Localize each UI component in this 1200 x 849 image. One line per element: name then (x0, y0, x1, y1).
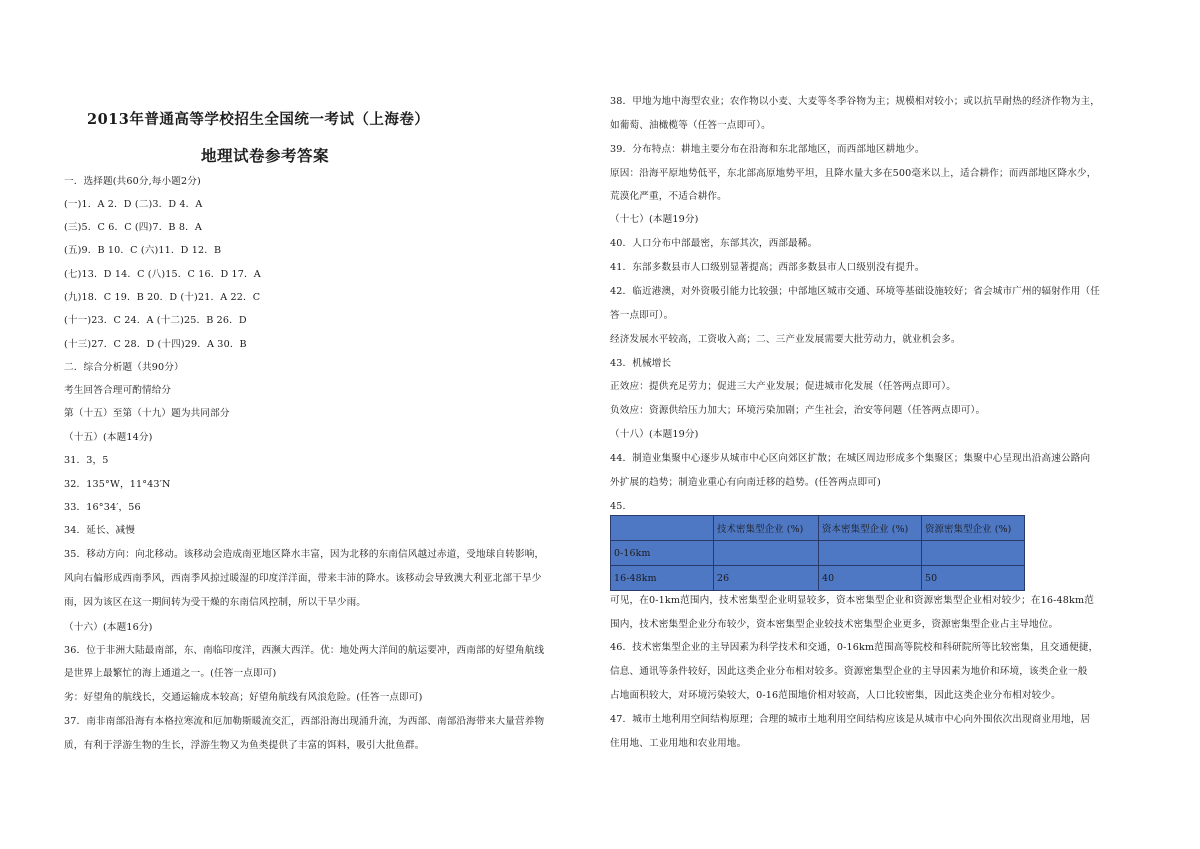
left-text-line: 35．移动方向：向北移动。该移动会造成南亚地区降水丰富，因为北移的东南信风越过赤道，受地球自转影响， (64, 549, 545, 560)
right-text-line: 答一点即可）。 (610, 310, 674, 321)
left-text-line: 37．南非南部沿海有本格拉寒流和厄加勒斯暖流交汇，西部沿海出现涌升流，为西部、南部沿海带来大量营养物 (64, 716, 545, 727)
table-cell: 0-16km (611, 541, 714, 566)
left-text-line: （十六）(本题16分) (64, 622, 153, 633)
right-text-line: 负效应：资源供给压力加大；环境污染加剧；产生社会，治安等问题（任答两点即可）。 (610, 405, 986, 416)
table-cell (714, 541, 819, 566)
table-cell: 16-48km (611, 566, 714, 591)
left-text-line: (十三)27．C 28．D (十四)29．A 30．B (64, 339, 247, 350)
left-text-line: (五)9．B 10．C (六)11．D 12．B (64, 245, 222, 256)
left-text-line: 风向右偏形成西南季风，西南季风掠过暖湿的印度洋洋面，带来丰沛的降水。该移动会导致澳大利亚北部干旱少 (64, 573, 542, 584)
table-cell (922, 541, 1025, 566)
left-text-line: 考生回答合理可酌情给分 (64, 385, 172, 396)
left-text-line: 33．16°34′，56 (64, 502, 141, 513)
left-text-line: (一)1．A 2．D (二)3．D 4．A (64, 199, 203, 210)
left-text-line: 36．位于非洲大陆最南部，东、南临印度洋，西濒大西洋。优：地处两大洋间的航运要冲，西南部的好望角航线 (64, 645, 545, 656)
left-text-line: 是世界上最繁忙的海上通道之一。(任答一点即可) (64, 668, 277, 679)
right-text-line: 42．临近港澳，对外资吸引能力比较强；中部地区城市交通、环境等基础设施较好；省会城市广州的辐射作用（任 (610, 286, 1100, 297)
left-text-line: 34．延长、减慢 (64, 525, 135, 536)
right-text-line: 41．东部多数县市人口级别显著提高；西部多数县市人口级别没有提升。 (610, 262, 925, 273)
left-text-line: 雨，因为该区在这一期间转为受干燥的东南信风控制，所以干旱少雨。 (64, 597, 367, 608)
left-text-line: 一．选择题(共60分,每小题2分) (64, 176, 201, 187)
table-header-cell: 资源密集型企业 (%) (922, 516, 1025, 541)
right-text-line: 外扩展的趋势；制造业重心有向南迁移的趋势。(任答两点即可) (610, 477, 881, 488)
table-header-cell: 资本密集型企业 (%) (819, 516, 922, 541)
left-text-line: (九)18．C 19．B 20．D (十)21．A 22．C (64, 292, 261, 303)
document-subtitle: 地理试卷参考答案 (201, 146, 330, 165)
right-text-line: 如葡萄、油橄榄等（任答一点即可）。 (610, 120, 771, 131)
right-text-line: （十七）(本题19分) (610, 214, 699, 225)
table-cell (819, 541, 922, 566)
left-text-line: 劣：好望角的航线长，交通运输成本较高；好望角航线有风浪危险。(任答一点即可) (64, 692, 423, 703)
right-text-line: 40．人口分布中部最密，东部其次，西部最稀。 (610, 238, 818, 249)
left-text-line: 32．135°W，11°43′N (64, 479, 171, 490)
right-text-line: 38．甲地为地中海型农业；农作物以小麦、大麦等冬季谷物为主；规模相对较小；或以抗旱耐热的经济作物为主， (610, 96, 1100, 107)
right-text-line: 住用地、工业用地和农业用地。 (610, 738, 747, 749)
right-text-line: 原因：沿海平原地势低平，东北部高原地势平坦，且降水量大多在500毫米以上，适合耕作；而西部地区降水少， (610, 168, 1097, 179)
right-text-line: 信息、通讯等条件较好，因此这类企业分布相对较多。资源密集型企业的主导因素为地价和环境，该类企业一般 (610, 666, 1088, 677)
right-text-line: 正效应：提供充足劳力；促进三大产业发展；促进城市化发展（任答两点即可）。 (610, 381, 956, 392)
right-text-line: 47．城市土地利用空间结构原理；合理的城市土地利用空间结构应该是从城市中心向外围依次出现商业用地，居 (610, 714, 1091, 725)
table-header-cell (611, 516, 714, 541)
table-cell: 26 (714, 566, 819, 591)
table-row (611, 566, 1025, 591)
document-title: 2013年普通高等学校招生全国统一考试（上海卷） (87, 111, 430, 128)
right-text-line: 45． (610, 501, 633, 512)
right-text-line: 43．机械增长 (610, 358, 672, 369)
left-text-line: 31．3，5 (64, 455, 109, 466)
table-cell: 40 (819, 566, 922, 591)
right-text-line: 围内，技术密集型企业分布较少，资本密集型企业较技术密集型企业更多，资源密集型企业占主导地位。 (610, 619, 1059, 630)
table-cell: 50 (922, 566, 1025, 591)
right-text-line: 44．制造业集聚中心逐步从城市中心区向郊区扩散；在城区周边形成多个集聚区；集聚中心呈现出沿高速公路向 (610, 453, 1091, 464)
right-text-line: 46．技术密集型企业的主导因素为科学技术和交通，0-16km范围高等院校和科研院所等比较密集，且交通便捷， (610, 642, 1099, 653)
table-header-cell: 技术密集型企业 (%) (714, 516, 819, 541)
table-header-row (611, 516, 1025, 541)
left-text-line: 质，有利于浮游生物的生长，浮游生物又为鱼类提供了丰富的饵料，吸引大批鱼群。 (64, 740, 425, 751)
left-text-line: 第（十五）至第（十九）题为共同部分 (64, 408, 230, 419)
right-text-line: 可见，在0-1km范围内，技术密集型企业明显较多，资本密集型企业和资源密集型企业相对较少；在16-48km范 (610, 595, 1094, 606)
right-text-line: 经济发展水平较高，工资收入高；二、三产业发展需要大批劳动力，就业机会多。 (610, 334, 961, 345)
left-text-line: （十五）(本题14分) (64, 432, 153, 443)
right-text-line: 39．分布特点：耕地主要分布在沿海和东北部地区，而西部地区耕地少。 (610, 144, 925, 155)
right-text-line: 占地面积较大，对环境污染较大，0-16范围地价相对较高，人口比较密集，因此这类企业分布相对较少。 (610, 690, 1061, 701)
left-text-line: (七)13．D 14．C (八)15．C 16．D 17．A (64, 269, 261, 280)
left-text-line: (三)5．C 6．C (四)7．B 8．A (64, 222, 202, 233)
right-text-line: （十八）(本题19分) (610, 429, 699, 440)
right-text-line: 荒漠化严重，不适合耕作。 (610, 191, 727, 202)
left-text-line: 二．综合分析题（共90分） (64, 362, 184, 373)
table-row (611, 541, 1025, 566)
left-text-line: (十一)23．C 24．A (十二)25．B 26．D (64, 315, 247, 326)
answer-table (610, 515, 1025, 591)
